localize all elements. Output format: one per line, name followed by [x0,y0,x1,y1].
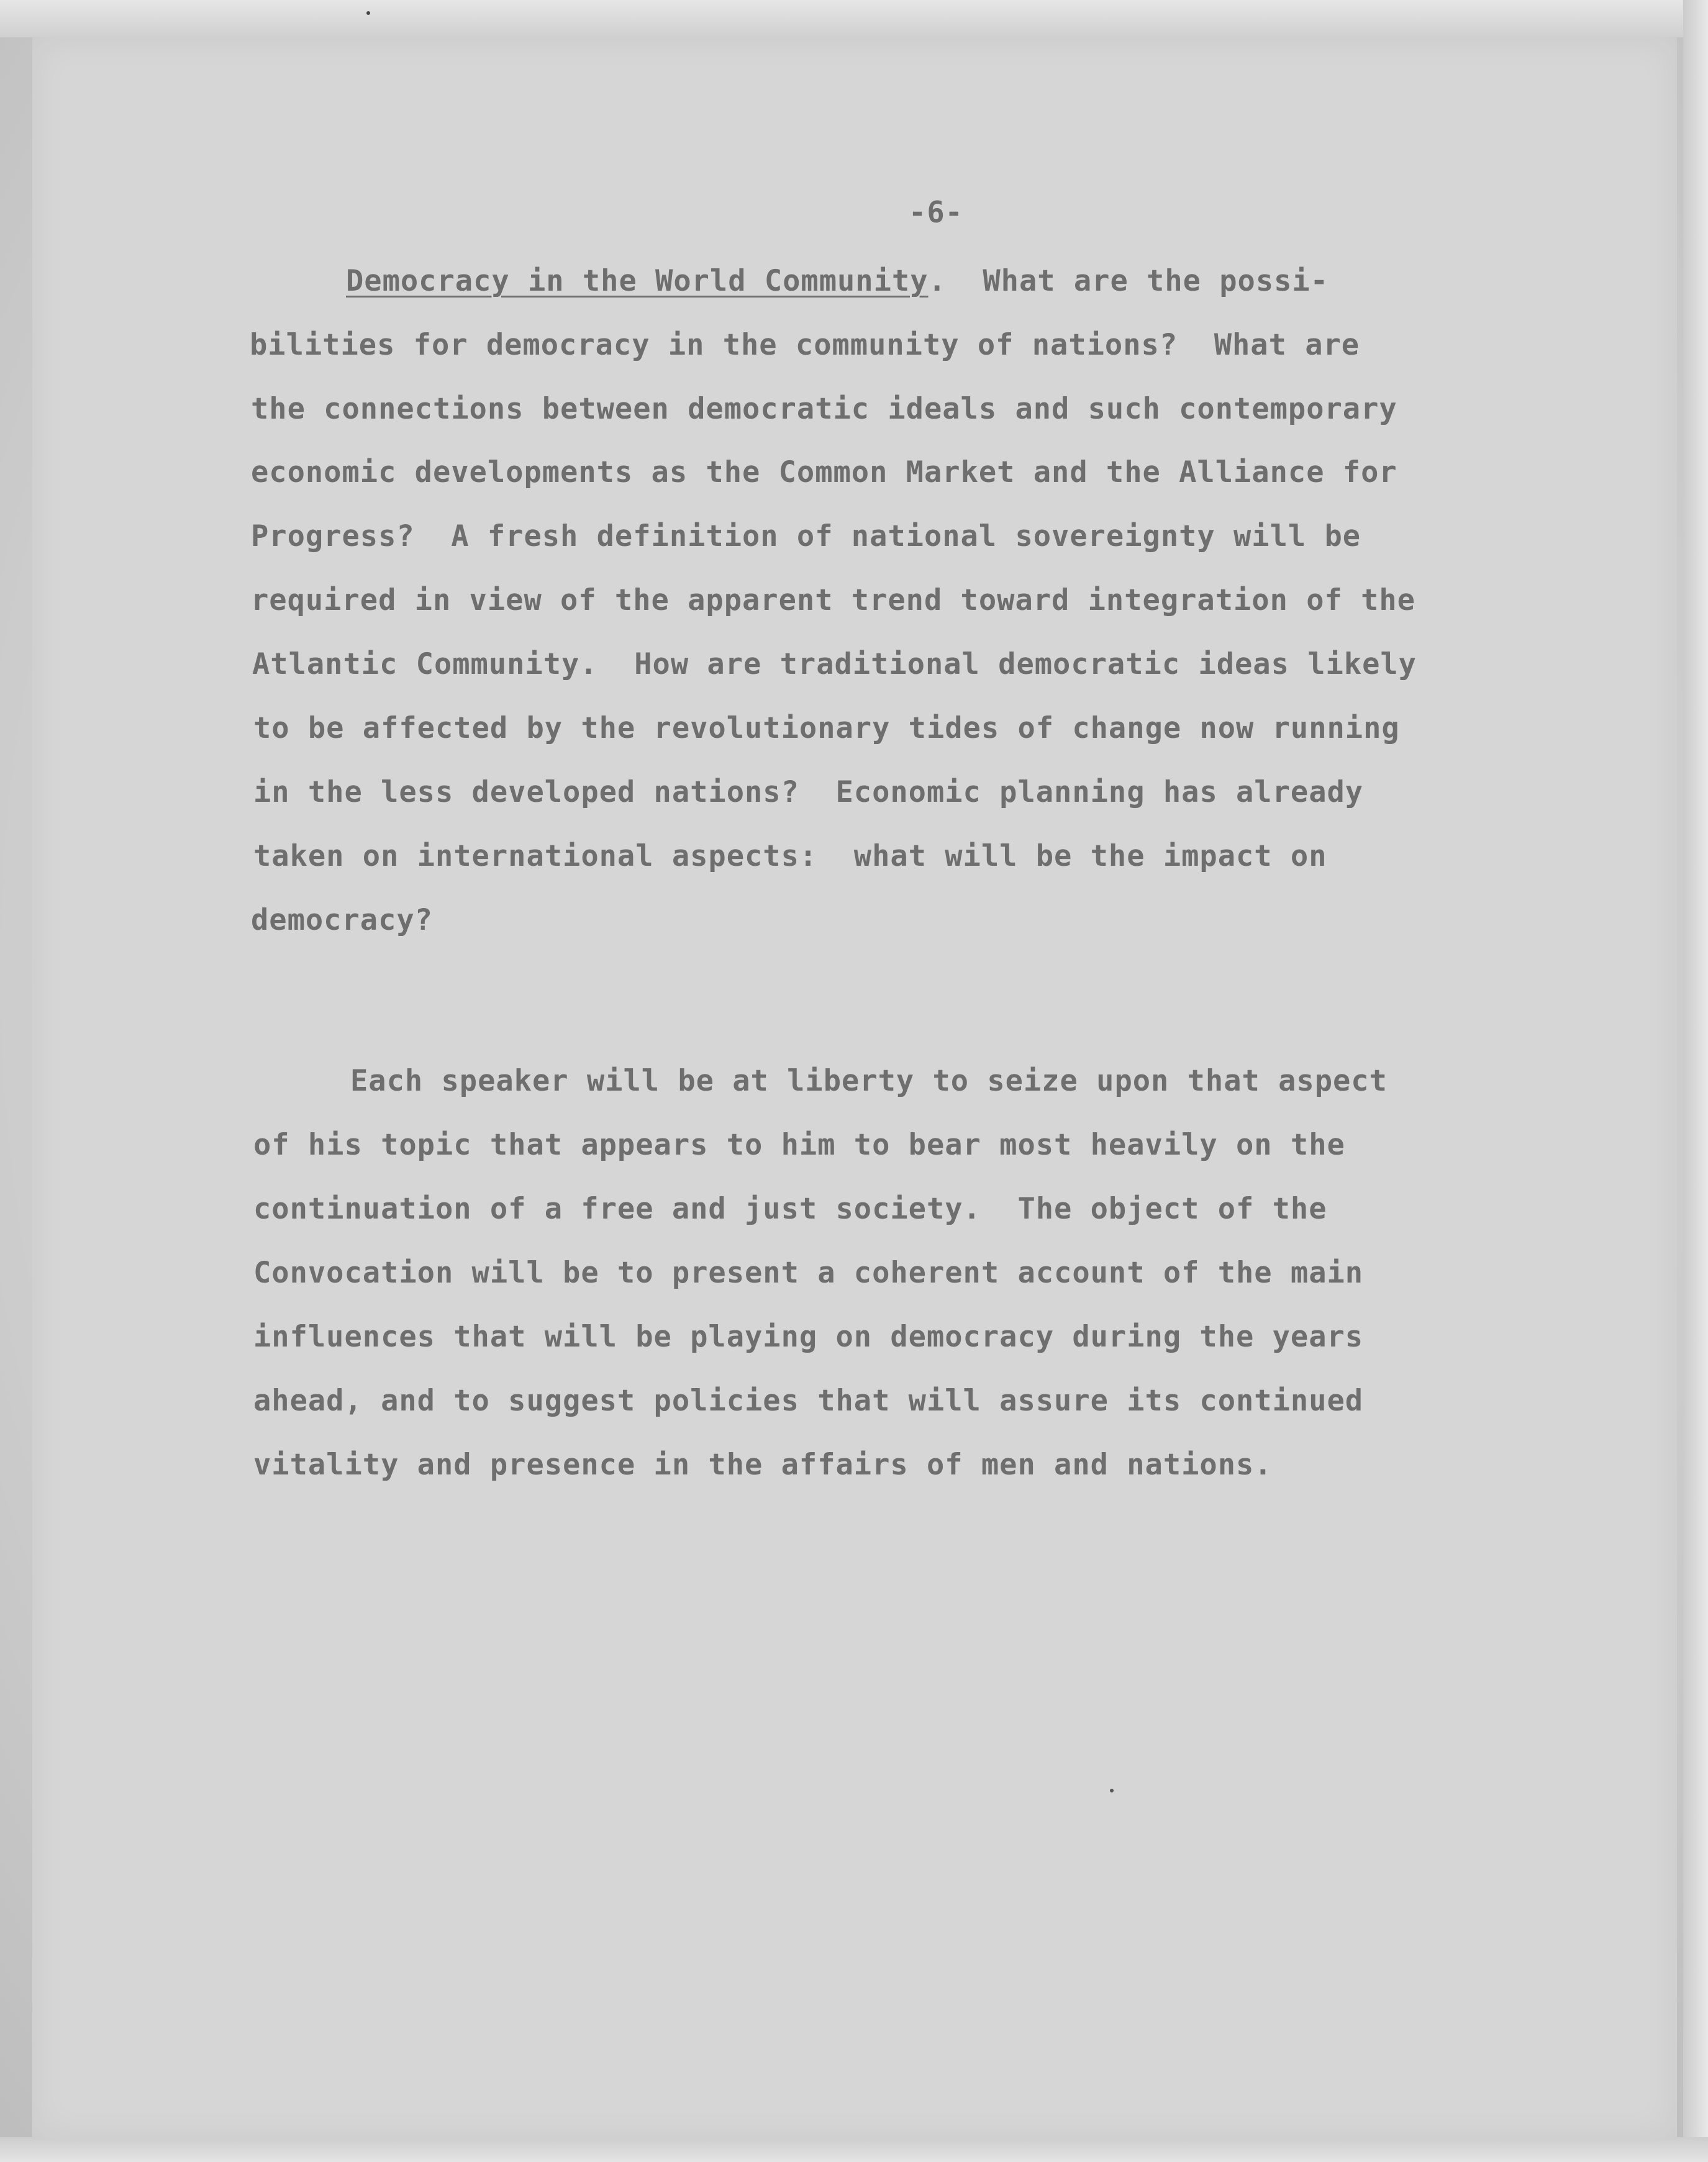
paragraph-line: taken on international aspects: what will be the impact on [253,839,1327,873]
paragraph-line: democracy? [251,903,433,937]
paragraph-line: in the less developed nations? Economic planning has already [253,775,1364,809]
paragraph-line: bilities for democracy in the community of nations? What are [250,328,1360,362]
paragraph-line: to be affected by the revolutionary tides of change now running [253,711,1400,745]
scan-frame-top [0,0,1708,37]
page-number: -6- [909,196,963,230]
paragraph-line: Atlantic Community. How are traditional democratic ideas likely [252,647,1417,681]
paragraph-line: required in view of the apparent trend toward integration of the [251,583,1415,617]
paragraph-line: Convocation will be to present a coherent account of the main [253,1256,1364,1290]
paragraph-line: Each speaker will be at liberty to seize upon that aspect [350,1064,1388,1098]
dust-speck [1110,1789,1114,1792]
paragraph-line: ahead, and to suggest policies that will assure its continued [253,1384,1364,1418]
paragraph-line: economic developments as the Common Market and the Alliance for [251,455,1397,489]
paragraph-line: vitality and presence in the affairs of men and nations. [253,1448,1273,1482]
paragraph-line: of his topic that appears to him to bear most heavily on the [253,1128,1345,1162]
section1-first-line-rest: . What are the possi- [928,264,1329,298]
section1-first-line [346,264,1329,298]
paragraph-line: Progress? A fresh definition of national sovereignty will be [251,519,1361,553]
paragraph-line: continuation of a free and just society. The object of the [253,1192,1327,1226]
scan-frame-right [1683,0,1708,2162]
dust-speck [366,11,370,15]
paragraph-line: influences that will be playing on democracy during the years [253,1320,1364,1354]
paper-page [32,37,1677,2140]
paragraph-line: the connections between democratic ideals and such contemporary [251,392,1397,426]
scan-frame-bottom [0,2137,1708,2162]
section-heading: Democracy in the World Community [346,264,929,298]
